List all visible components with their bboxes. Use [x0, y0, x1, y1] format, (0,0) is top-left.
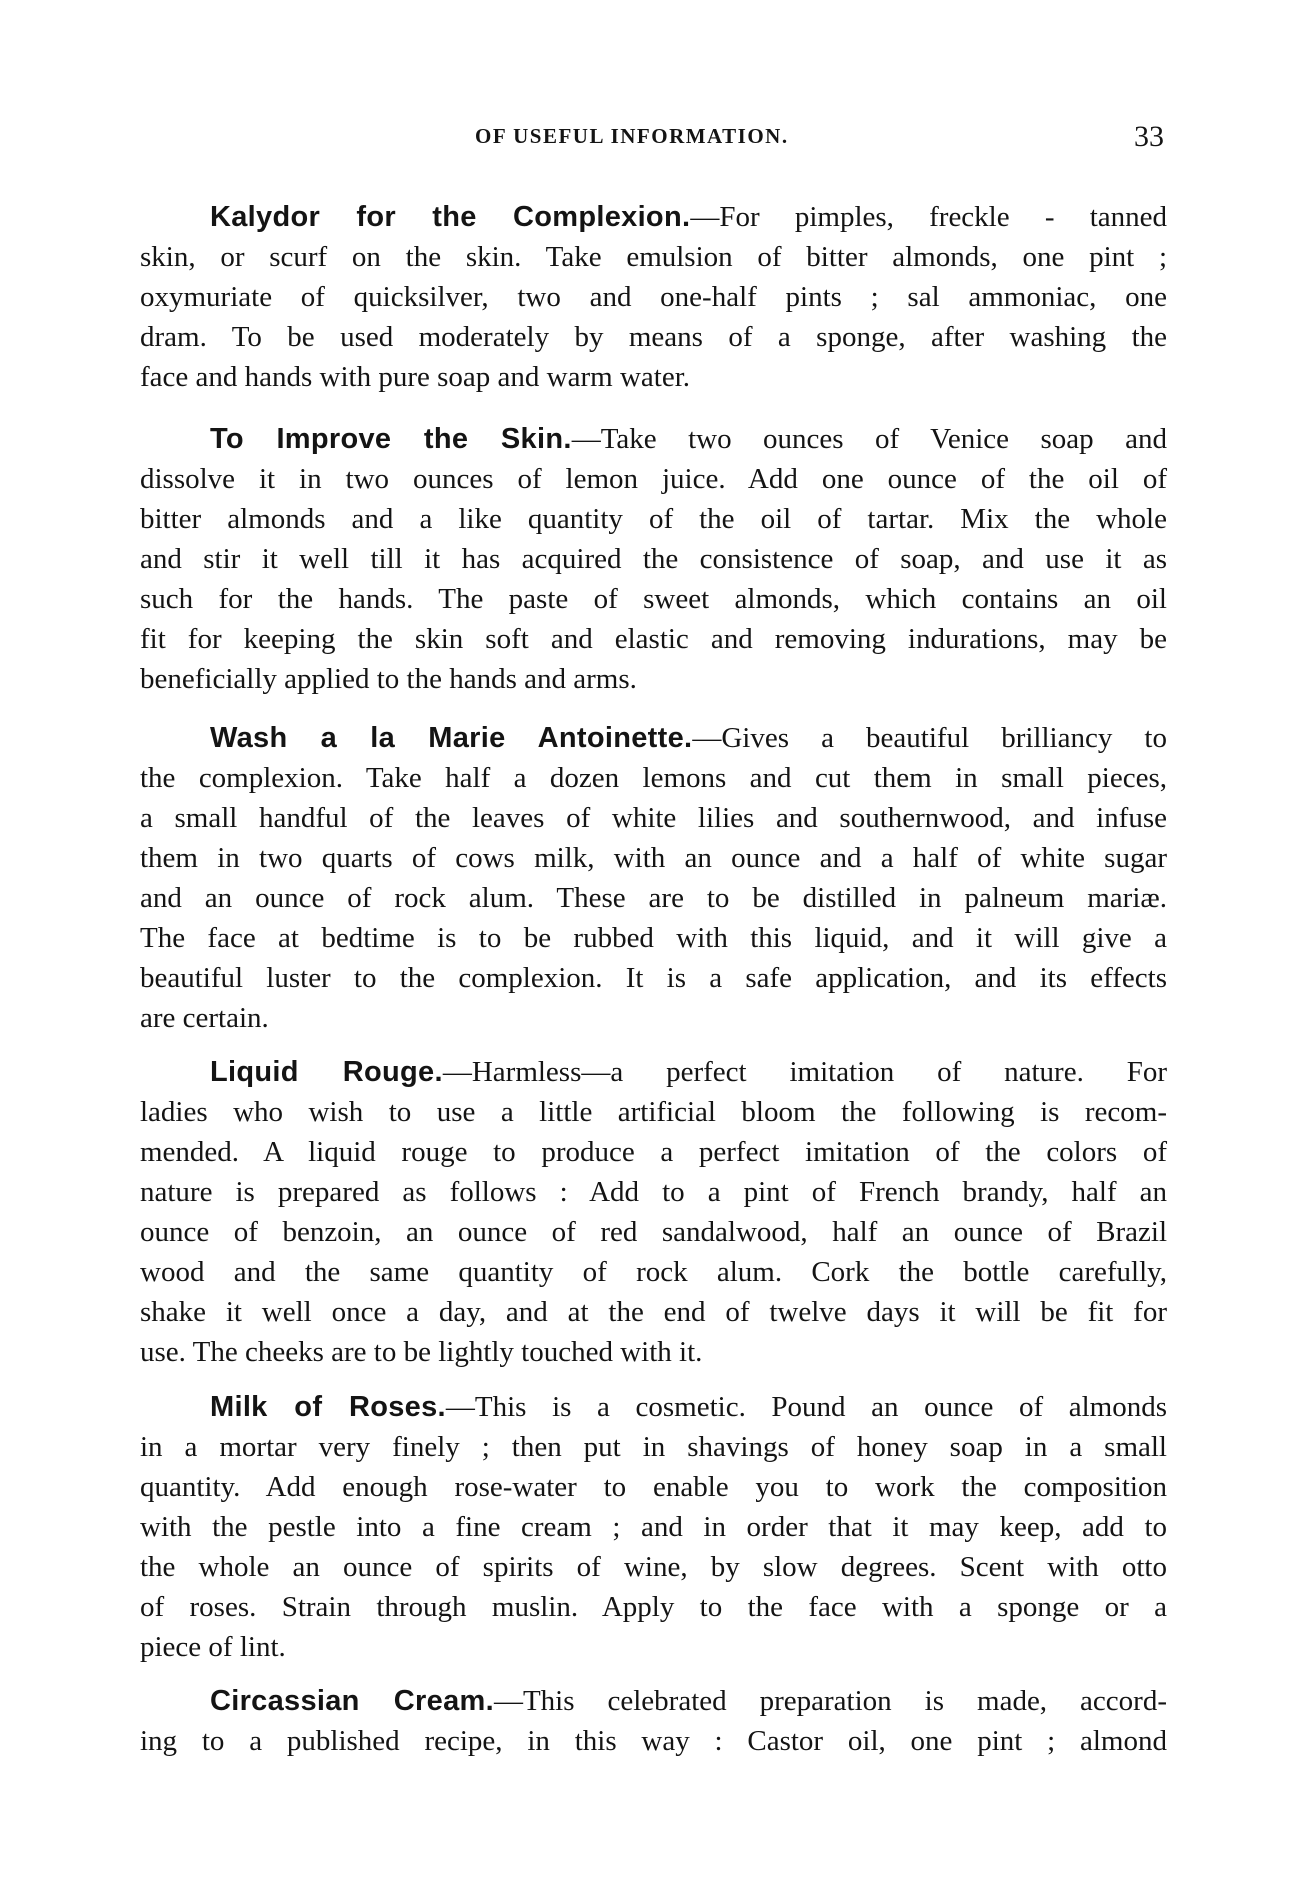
text-line [140, 798, 1167, 838]
text-line [140, 619, 1167, 659]
text-line [140, 1332, 1167, 1372]
line-text: beautiful luster to the complexion. It is a safe application, and its effects [140, 962, 1167, 994]
recipe-kalydor [140, 197, 1167, 397]
text-line [140, 1627, 1167, 1667]
text-line [140, 1681, 1167, 1721]
text-line [140, 1132, 1167, 1172]
line-text: —This celebrated preparation is made, accord- [493, 1685, 1167, 1717]
line-text: and an ounce of rock alum. These are to be distilled in palneum mariæ. [140, 882, 1167, 914]
text-line [140, 357, 1167, 397]
recipe-heading: To Improve the Skin. [210, 423, 572, 455]
recipe-heading: Circassian Cream. [210, 1685, 494, 1717]
text-line [140, 459, 1167, 499]
text-line [140, 1467, 1167, 1507]
line-text: bitter almonds and a like quantity of the oil of tartar. Mix the whole [140, 503, 1167, 535]
text-line [140, 197, 1167, 237]
text-line [140, 277, 1167, 317]
text-line [140, 918, 1167, 958]
text-line [140, 1507, 1167, 1547]
running-title: OF USEFUL INFORMATION. [475, 124, 789, 148]
line-text: face and hands with pure soap and warm water. [140, 361, 690, 393]
line-text: the complexion. Take half a dozen lemons and cut them in small pieces, [140, 762, 1167, 794]
recipe-heading: Wash a la Marie Antoinette. [210, 722, 693, 754]
line-text: them in two quarts of cows milk, with an ounce and a half of white sugar [140, 842, 1167, 874]
line-text: dissolve it in two ounces of lemon juice. Add one ounce of the oil of [140, 463, 1167, 495]
text-line [140, 237, 1167, 277]
line-text: fit for keeping the skin soft and elastic and removing indurations, may be [140, 623, 1167, 655]
line-text: beneficially applied to the hands and arms. [140, 663, 637, 695]
text-line [140, 1721, 1167, 1761]
text-line [140, 419, 1167, 459]
recipe-circassian-cream [140, 1681, 1167, 1761]
line-text: shake it well once a day, and at the end of twelve days it will be fit for [140, 1296, 1167, 1328]
text-line [140, 998, 1167, 1038]
line-text: —Take two ounces of Venice soap and [571, 423, 1167, 455]
recipe-improve-skin [140, 419, 1167, 699]
line-text: skin, or scurf on the skin. Take emulsion of bitter almonds, one pint ; [140, 241, 1167, 273]
text-line [140, 579, 1167, 619]
line-text: ladies who wish to use a little artificial bloom the following is recom- [140, 1096, 1167, 1128]
text-line [140, 1292, 1167, 1332]
text-line [140, 1547, 1167, 1587]
line-text: a small handful of the leaves of white lilies and southernwood, and infuse [140, 802, 1167, 834]
text-line [140, 1052, 1167, 1092]
line-text: quantity. Add enough rose-water to enable you to work the composition [140, 1471, 1167, 1503]
line-text: dram. To be used moderately by means of a sponge, after washing the [140, 321, 1167, 353]
text-line [140, 499, 1167, 539]
text-line [140, 1587, 1167, 1627]
text-line [140, 539, 1167, 579]
text-line [140, 758, 1167, 798]
line-text: oxymuriate of quicksilver, two and one-half pints ; sal ammoniac, one [140, 281, 1167, 313]
text-line [140, 878, 1167, 918]
line-text: ing to a published recipe, in this way : Castor oil, one pint ; almond [140, 1725, 1167, 1757]
text-line [140, 1252, 1167, 1292]
text-line [140, 1092, 1167, 1132]
recipe-wash-marie-antoinette [140, 718, 1167, 1038]
recipe-heading: Milk of Roses. [210, 1391, 446, 1423]
recipe-heading: Liquid Rouge. [210, 1056, 443, 1088]
line-text: —Gives a beautiful brilliancy to [692, 722, 1167, 754]
text-line [140, 1387, 1167, 1427]
text-line [140, 1427, 1167, 1467]
text-line [140, 1212, 1167, 1252]
line-text: nature is prepared as follows : Add to a pint of French brandy, half an [140, 1176, 1167, 1208]
text-line [140, 838, 1167, 878]
line-text: —Harmless—a perfect imitation of nature. For [442, 1056, 1167, 1088]
text-line [140, 1172, 1167, 1212]
line-text: —This is a cosmetic. Pound an ounce of almonds [445, 1391, 1168, 1423]
page-number: 33 [1134, 120, 1164, 153]
recipe-heading: Kalydor for the Complexion. [210, 201, 691, 233]
recipe-liquid-rouge [140, 1052, 1167, 1372]
text-line [140, 659, 1167, 699]
line-text: use. The cheeks are to be lightly touched with it. [140, 1336, 703, 1368]
text-line [140, 958, 1167, 998]
line-text: and stir it well till it has acquired the consistence of soap, and use it as [140, 543, 1167, 575]
text-line [140, 718, 1167, 758]
line-text: ounce of benzoin, an ounce of red sandalwood, half an ounce of Brazil [140, 1216, 1167, 1248]
line-text: with the pestle into a fine cream ; and in order that it may keep, add to [140, 1511, 1167, 1543]
line-text: the whole an ounce of spirits of wine, by slow degrees. Scent with otto [140, 1551, 1167, 1583]
line-text: such for the hands. The paste of sweet almonds, which contains an oil [140, 583, 1167, 615]
line-text: mended. A liquid rouge to produce a perfect imitation of the colors of [140, 1136, 1167, 1168]
line-text: wood and the same quantity of rock alum. Cork the bottle carefully, [140, 1256, 1167, 1288]
line-text: are certain. [140, 1002, 269, 1034]
line-text: in a mortar very finely ; then put in shavings of honey soap in a small [140, 1431, 1167, 1463]
line-text: The face at bedtime is to be rubbed with this liquid, and it will give a [140, 922, 1167, 954]
text-line [140, 317, 1167, 357]
recipe-milk-of-roses [140, 1387, 1167, 1667]
line-text: —For pimples, freckle - tanned [690, 201, 1168, 233]
line-text: of roses. Strain through muslin. Apply to the face with a sponge or a [140, 1591, 1167, 1623]
line-text: piece of lint. [140, 1631, 286, 1663]
